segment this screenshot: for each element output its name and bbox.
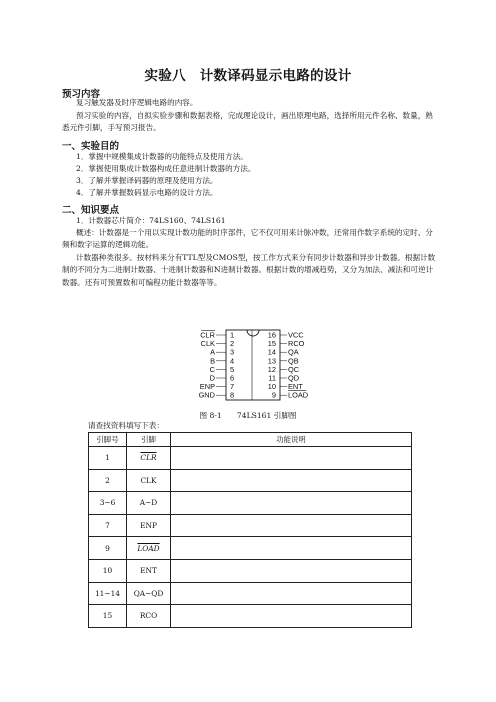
pin-label-rco: RCO: [288, 339, 305, 349]
table-row: [89, 492, 412, 515]
cell-function[interactable]: [171, 559, 412, 582]
pin-label-qa: QA: [288, 347, 299, 357]
cell-pin-number: 2: [89, 469, 127, 492]
table-row: [89, 559, 412, 582]
pin-number: 4: [230, 356, 235, 366]
pin-number: 1: [230, 330, 235, 340]
pin-label-c: C: [209, 364, 215, 374]
cell-pin: [127, 537, 171, 560]
pin-label-ent: ENT: [288, 382, 303, 392]
purpose-item-4: 4．了解并掌握数码显示电路的设计方法。: [76, 188, 218, 197]
purpose-item-1: 1．掌握中规模集成计数器的功能特点及使用方法。: [76, 152, 248, 161]
figure-caption: 图 8-1 74LS161 引脚图: [199, 411, 297, 420]
pin-number: 13: [267, 356, 276, 366]
pin-label-a: A: [210, 347, 215, 357]
pin-number: 10: [267, 382, 276, 392]
cell-pin-number: 10: [89, 559, 127, 582]
chip-notch: [247, 330, 259, 336]
page-title: 实验八 计数译码显示电路的设计: [144, 68, 352, 84]
pin-label-b: B: [210, 356, 215, 366]
cell-pin-number: 9: [89, 537, 127, 560]
cell-pin-number: 3~6: [89, 492, 127, 515]
purpose-heading: 一、实验目的: [62, 141, 120, 152]
cell-pin: CLK: [127, 469, 171, 492]
pin-number: 8: [230, 390, 235, 400]
cell-pin-number: 11~14: [89, 582, 127, 605]
table-header-row: [89, 433, 412, 447]
cell-pin: RCO: [127, 605, 171, 628]
cell-pin: A~D: [127, 492, 171, 515]
cell-function[interactable]: [171, 447, 412, 470]
cell-function[interactable]: [171, 514, 412, 537]
cell-pin-number: 15: [89, 605, 127, 628]
table-row: [89, 582, 412, 605]
pin-label-qb: QB: [288, 356, 299, 366]
table-row: [89, 447, 412, 470]
cell-pin: ENP: [127, 514, 171, 537]
pin-number: 14: [267, 347, 276, 357]
table-intro: 请查找资料填写下表：: [88, 421, 164, 430]
pin-label-d: D: [209, 373, 215, 383]
header-pin-number: 引脚号: [89, 433, 127, 447]
pin-number: 7: [230, 382, 235, 392]
pin-label-clr: CLR: [200, 330, 215, 340]
pin-number: 5: [230, 364, 235, 374]
pin-number: 12: [267, 364, 276, 374]
pin-number: 16: [267, 330, 276, 340]
preview-heading: 预习内容: [62, 89, 101, 100]
cell-function[interactable]: [171, 537, 412, 560]
pin-number: 15: [267, 339, 276, 349]
pin-label-enp: ENP: [199, 382, 215, 392]
purpose-item-2: 2．掌握使用集成计数器构成任意进制计数器的方法。: [76, 164, 256, 173]
cell-function[interactable]: [171, 605, 412, 628]
pinout-diagram: [190, 327, 320, 403]
cell-pin-label: $\overline{CLR}$: [140, 453, 157, 463]
purpose-item-3: 3．了解并掌握译码器的原理及使用方法。: [76, 176, 218, 185]
cell-pin: ENT: [127, 559, 171, 582]
preview-line-1: 复习触发器及时序逻辑电路的内容。: [76, 98, 198, 107]
cell-function[interactable]: [171, 469, 412, 492]
pin-function-table: [88, 432, 412, 628]
pin-label-gnd: GND: [198, 390, 215, 400]
knowledge-para-1: 概述：计数器是一个用以实现计数功能的时序部件，它不仅可用来计脉冲数，还常用作数字系统的定时、分频和数字运算的逻辑功能。: [62, 228, 433, 250]
pin-label-qc: QC: [288, 364, 300, 374]
preview-line-2: 预习实验的内容，自拟实验步骤和数据表格，完成理论设计，画出原理电路，选择所用元件名称、数量，熟悉元件引脚，手写预习报告。: [62, 111, 433, 133]
pin-number: 2: [230, 339, 235, 349]
pin-label-clk: CLK: [200, 339, 215, 349]
pin-number: 11: [268, 373, 276, 383]
header-function: 功能说明: [171, 433, 412, 447]
cell-pin: QA~QD: [127, 582, 171, 605]
knowledge-item-1: 1．计数器芯片简介：74LS160、74LS161: [76, 216, 226, 225]
pin-number: 6: [230, 373, 235, 383]
header-pin: 引脚: [127, 433, 171, 447]
table-row: [89, 537, 412, 560]
cell-function[interactable]: [171, 492, 412, 515]
pin-label-vcc: VCC: [288, 330, 304, 340]
cell-function[interactable]: [171, 582, 412, 605]
pin-label-qd: QD: [288, 373, 300, 383]
cell-pin: [127, 447, 171, 470]
pin-number: 9: [271, 390, 276, 400]
knowledge-para-2: 计数器种类很多。按材料来分有TTL型及CMOS型，按工作方式来分有同步计数器和异步计数器。根据计数制的不同分为二进制计数器、十进制计数器和N进制计数器。根据计数的增减趋势，又分为加法、减法和可逆计数器。还有可预置数和可编程功能计数器等等。: [62, 253, 436, 287]
pin-number: 3: [230, 347, 235, 357]
cell-pin-label: LOAD: [137, 543, 160, 553]
table-row: [89, 514, 412, 537]
cell-pin-number: 1: [89, 447, 127, 470]
table-row: [89, 469, 412, 492]
knowledge-heading: 二、知识要点: [62, 205, 120, 216]
cell-pin-number: 7: [89, 514, 127, 537]
pin-label-load: LOAD: [288, 390, 309, 400]
table-row: [89, 605, 412, 628]
